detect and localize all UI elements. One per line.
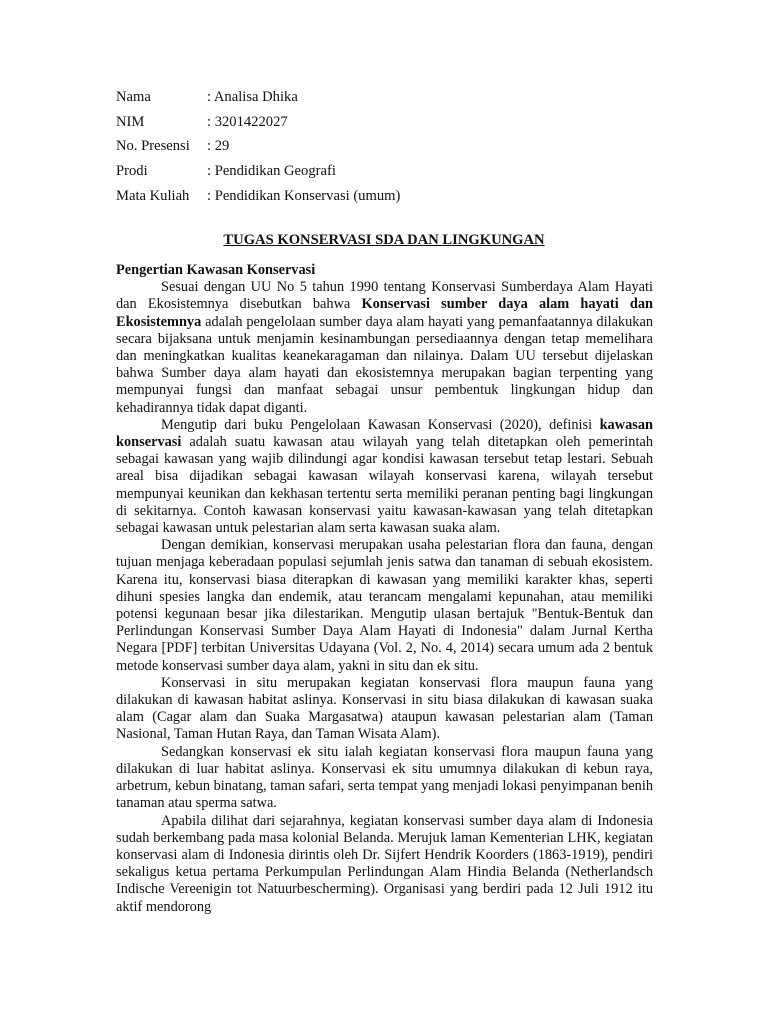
info-row-nama [116, 85, 400, 110]
document-body [116, 262, 653, 916]
info-label: No. Presensi [116, 138, 190, 155]
paragraph-1-text-c: adalah pengelolaan sumber daya alam hayati yang pemanfaatannya dilakukan secara bijaksana untuk menjamin kesinambungan persediaannya dengan tetap memelihara dan meningkatkan kualitas keanekaragaman dan nilainya. Dalam UU tersebut dijelaskan bahwa Sumber daya alam hayati dan ekosistemnya merupakan bagian terpenting yang mempunyai fungsi dan manfaat sebagai unsur pembentuk lingkungan hidup dan kehadirannya tidak dapat diganti. [116, 313, 653, 416]
section-heading: Pengertian Kawasan Konservasi [116, 262, 316, 278]
paragraph-2 [116, 417, 653, 537]
paragraph-6: Apabila dilihat dari sejarahnya, kegiatan konservasi sumber daya alam di Indonesia sudah berkembang pada masa kolonial Belanda. Merujuk laman Kementerian LHK, kegiatan konservasi alam di Indonesia dirintis oleh Dr. Sijfert Hendrik Koorders (1863-1919), pendiri sekaligus ketua pertama Perkumpulan Perlindungan Alam Hindia Belanda (Netherlandsch Indische Vereenigin tot Natuurbescherming). Organisasi yang berdiri pada 12 Juli 1912 itu aktif mendorong [116, 812, 653, 915]
info-row-mata-kuliah [116, 184, 400, 209]
info-label: Nama [116, 89, 151, 105]
paragraph-2-text-a: Mengutip dari buku Pengelolaan Kawasan Konservasi (2020), definisi [161, 416, 600, 433]
info-label: Mata Kuliah [116, 187, 190, 204]
info-value: : Pendidikan Konservasi (umum) [207, 187, 401, 204]
info-row-presensi [116, 134, 400, 159]
info-label: NIM [116, 113, 145, 130]
document-title: TUGAS KONSERVASI SDA DAN LINGKUNGAN [223, 232, 545, 248]
paragraph-3: Dengan demikian, konservasi merupakan usaha pelestarian flora dan fauna, dengan tujuan menjaga keberadaan populasi sejumlah jenis satwa dan tanaman di sebuah ekosistem. Karena itu, konservasi biasa diterapkan di kawasan yang memiliki karakter khas, seperti dihuni spesies langka dan endemik, atau terancam mengalami kepunahan, atau memiliki potensi kegunaan besar jika dilestarikan. Mengutip ulasan bertajuk "Bentuk-Bentuk dan Perlindungan Konservasi Sumber Daya Alam Hayati di Indonesia" dalam Jurnal Kertha Negara [PDF] terbitan Universitas Udayana (Vol. 2, No. 4, 2014) secara umum ada 2 bentuk metode konservasi sumber daya alam, yakni in situ dan ek situ. [116, 537, 653, 674]
paragraph-1-bold-term: Konservasi sumber daya alam hayati dan Ekosistemnya [116, 296, 653, 330]
info-value: : 3201422027 [207, 113, 288, 130]
info-value: : Pendidikan Geografi [207, 163, 336, 180]
info-row-nim [116, 110, 400, 135]
paragraph-1-text-a: Sesuai dengan UU No 5 tahun 1990 tentang Konservasi Sumberdaya Alam Hayati dan Ekosistemnya disebutkan bahwa [116, 279, 653, 313]
info-value: : Analisa Dhika [207, 89, 298, 105]
paragraph-1 [116, 279, 653, 417]
paragraph-2-bold-term: kawasan konservasi [116, 416, 653, 451]
info-value: : 29 [207, 138, 230, 155]
paragraph-4: Konservasi in situ merupakan kegiatan konservasi flora maupun fauna yang dilakukan di kawasan habitat aslinya. Konservasi in situ biasa dilakukan di kawasan suaka alam (Cagar alam dan Suaka Margasatwa) ataupun kawasan pelestarian alam (Taman Nasional, Taman Hutan Raya, dan Taman Wisata Alam). [116, 674, 653, 743]
paragraph-5: Sedangkan konservasi ek situ ialah kegiatan konservasi flora maupun fauna yang dilakukan di luar habitat aslinya. Konservasi ek situ umumnya dilakukan di kebun raya, arbetrum, kebun binatang, taman safari, serta tempat yang menjadi lokasi penyimpanan benih tanaman atau sperma satwa. [116, 743, 653, 812]
student-info-block [116, 85, 400, 208]
info-row-prodi [116, 159, 400, 184]
info-label: Prodi [116, 163, 148, 180]
paragraph-2-text-c: adalah suatu kawasan atau wilayah yang telah ditetapkan oleh pemerintah sebagai kawasan yang wajib dilindungi agar kondisi kawasan tersebut tetap lestari. Sebuah areal bisa dijadikan sebagai kawasan wilayah konservasi karena, wilayah tersebut mempunyai keunikan dan kekhasan tertentu serta memiliki peranan penting bagi lingkungan di sekitarnya. Contoh kawasan konservasi yaitu kawasan-kawasan yang telah ditetapkan sebagai kawasan untuk pelestarian alam serta kawasan suaka alam. [116, 434, 653, 537]
